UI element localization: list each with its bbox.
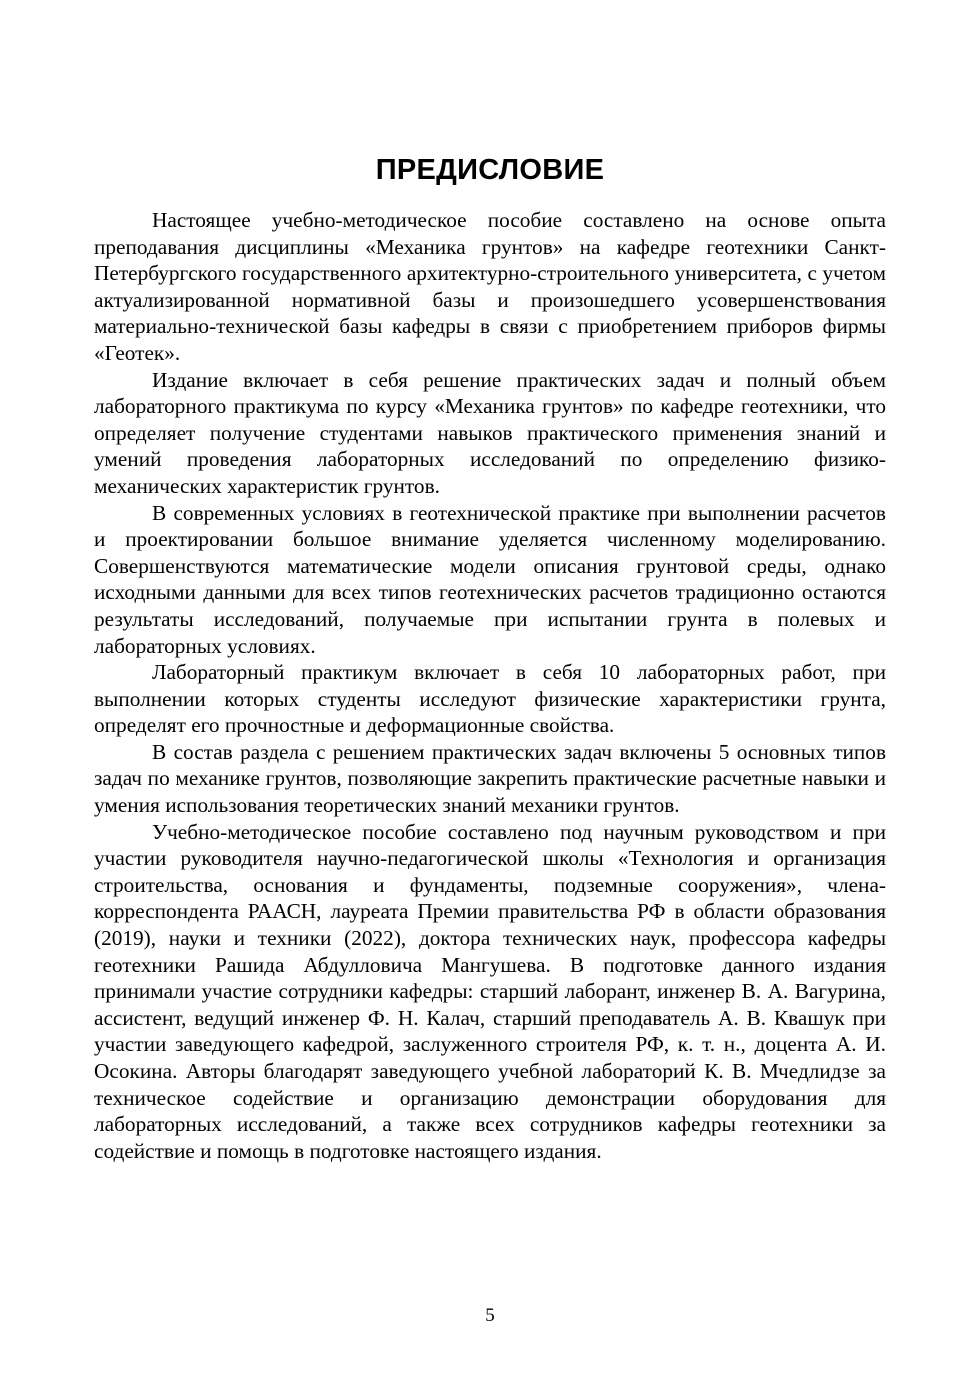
paragraph-5: В состав раздела с решением практических задач включены 5 основных типов задач по механике грунтов, позволяющие закрепить практические расчетные навыки и умения использования теоретических знаний механики грунтов. xyxy=(94,739,886,818)
page-number: 5 xyxy=(485,1305,495,1326)
page-title: ПРЕДИСЛОВИЕ xyxy=(375,154,605,186)
paragraph-2: Издание включает в себя решение практических задач и полный объем лабораторного практикума по курсу «Механика грунтов» по кафедре геотехники, что определяет получение студентами навыков практического применения знаний и умений проведения лабораторных исследований по определению физико-механических характеристик грунтов. xyxy=(94,367,886,498)
paragraph-1: Настоящее учебно-методическое пособие составлено на основе опыта преподавания дисциплины «Механика грунтов» на кафедре геотехники Санкт-Петербургского государственного архитектурно-строительного университета, с учетом актуализированной нормативной базы и произошедшего усовершенствования материально-технической базы кафедры в связи с приобретением приборов фирмы «Геотек». xyxy=(94,208,886,365)
paragraph-6: Учебно-методическое пособие составлено под научным руководством и при участии руководителя научно-педагогической школы «Технология и организация строительства, основания и фундаменты, подземные сооружения», члена-корреспондента РААСН, лауреата Премии правительства РФ в области образования (2019), науки и техники (2022), доктора технических наук, профессора кафедры геотехники Рашида Абдулловича Мангушева. В подготовке данного издания принимали участие сотрудники кафедры: старший лаборант, инженер В. А. Вагурина, ассистент, ведущий инженер Ф. Н. Калач, старший преподаватель А. В. Квашук при участии заведующего кафедрой, заслуженного строителя РФ, к. т. н., доцента А. И. Осокина. Авторы благодарят заведующего учебной лабораторий К. В. Мчедлидзе за техническое содействие и организацию демонстрации оборудования для лабораторных исследований, а также всех сотрудников кафедры геотехники за содействие и помощь в подготовке настоящего издания. xyxy=(94,819,886,1163)
paragraph-3: В современных условиях в геотехнической практике при выполнении расчетов и проектировании большое внимание уделяется численному моделированию. Совершенствуются математические модели описания грунтовой среды, однако исходными данными для всех типов геотехнических расчетов традиционно остаются результаты исследований, получаемые при испытании грунта в полевых и лабораторных условиях. xyxy=(94,500,886,658)
body-text xyxy=(94,207,886,1164)
paragraph-4: Лабораторный практикум включает в себя 10 лабораторных работ, при выполнении которых студенты исследуют физические характеристики грунта, определят его прочностные и деформационные свойства. xyxy=(94,660,886,738)
